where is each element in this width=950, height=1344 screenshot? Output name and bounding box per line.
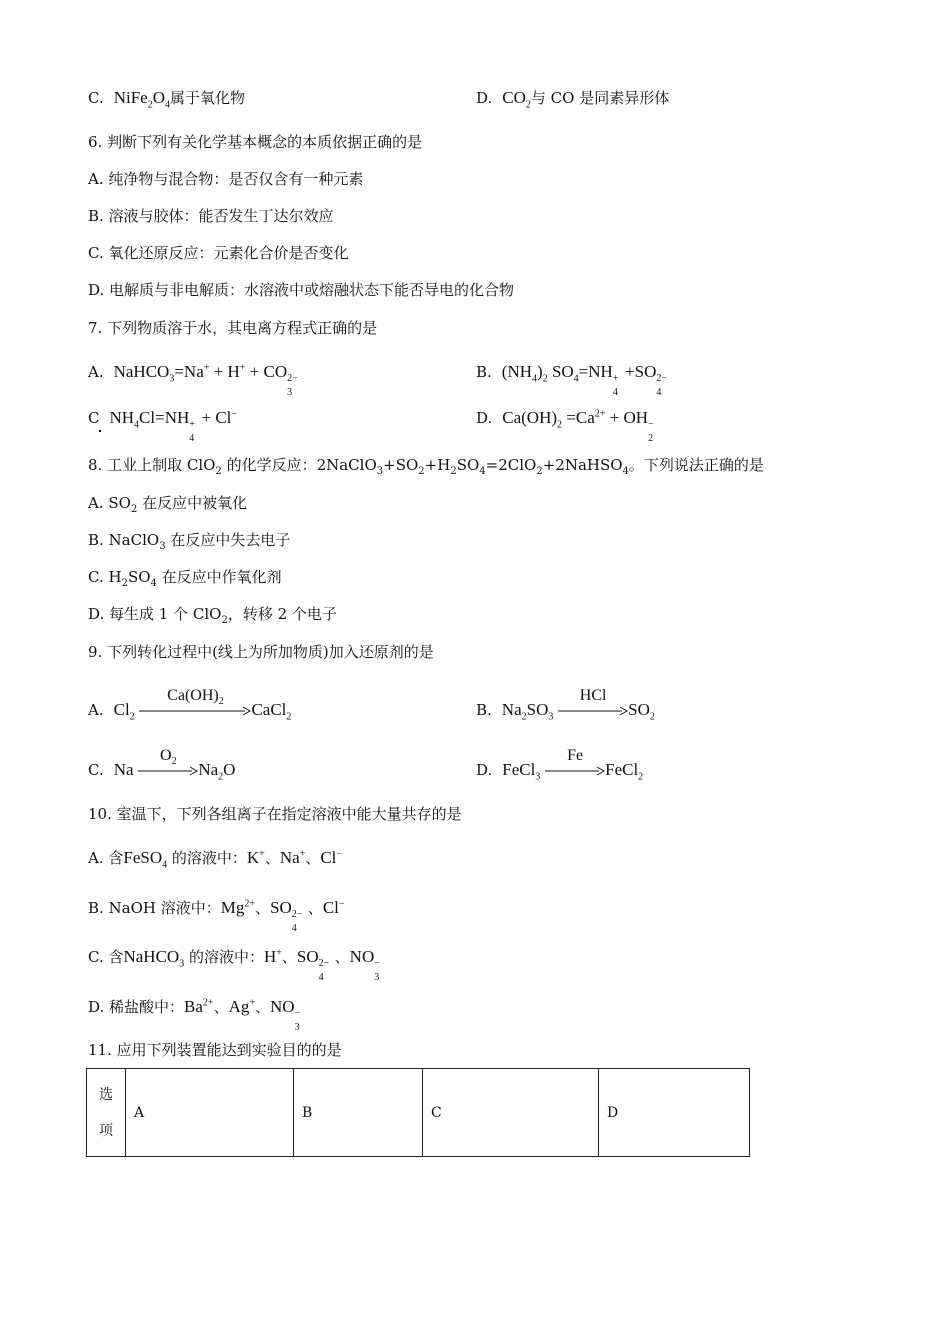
q7-option-d: D. $Ca(OH)_2 =Ca^{2+}$ + OH − 2 <box>476 408 656 428</box>
q7-d-equation: $Ca(OH)_2 =Ca^{2+}$ + OH − 2 <box>502 408 654 444</box>
q7-b-equation: $(NH_4)_2$ $SO_4=NH$ + 4 +SO 2− 4 <box>501 362 668 398</box>
q5-option-c: C. $NiFe_2O_4$属于氧化物 <box>88 88 246 111</box>
table-cell-b: B <box>294 1069 423 1157</box>
q8-option-d: D. 每生成 1 个 ClO$_2$，转移 2 个电子 <box>88 605 337 626</box>
q8-option-b: B. NaClO$_3$ 在反应中失去电子 <box>88 531 291 552</box>
q9-d-arrow: Fe <box>545 766 605 776</box>
table-header-cell: 选 项 <box>87 1069 126 1157</box>
q9-a-arrow: $Ca(OH)_2$ <box>139 706 251 716</box>
q7-option-a: A. NaHCO$_3$=Na+ + H+ + CO 2− 3 <box>88 362 303 382</box>
q10-option-c: C. 含NaHCO$_3$ 的溶液中：H+、SO 2− 4 、NO − 3 <box>88 947 380 983</box>
q11-options-table <box>86 1068 750 1157</box>
q10-option-b: B. NaOH 溶液中：$Mg^{2+}$、SO 2− 4 、Cl− <box>88 898 345 934</box>
table-row <box>87 1069 750 1157</box>
q9-option-c: C. Na $O_2$ $Na_2O$ <box>88 747 236 783</box>
q9-stem: 9. 下列转化过程中(线上为所加物质)加入还原剂的是 <box>88 643 434 661</box>
q7-c-dot <box>99 430 101 432</box>
q10-option-d: D. 稀盐酸中：$Ba^{2+}$、Ag+、NO − 3 <box>88 997 301 1033</box>
q9-option-d: D. FeCl$_3$ Fe FeCl$_2$ <box>476 747 644 783</box>
q6-option-d: D. 电解质与非电解质：水溶液中或熔融状态下能否导电的化合物 <box>88 281 515 299</box>
q8-stem: 8. 工业上制取 ClO$_2$ 的化学反应：$2NaClO_3+SO_2+H_2SO_4=2ClO_2+2NaHSO_4$。下列说法正确的是 <box>88 456 764 477</box>
q9-b-arrow: HCl <box>558 706 628 716</box>
table-cell-d: D <box>599 1069 750 1157</box>
q7-option-c: C $NH_4Cl=NH$ + 4 + Cl− <box>88 408 238 444</box>
q10-option-a: A. 含FeSO$_4$ 的溶液中：K+、Na+、Cl− <box>88 848 343 871</box>
q11-stem: 11. 应用下列装置能达到实验目的的是 <box>88 1041 342 1059</box>
q5-option-d: D. $CO_2$与 CO 是同素异形体 <box>476 88 670 111</box>
q5-c-formula: $NiFe_2O_4$ <box>113 88 170 111</box>
q6-option-a: A. 纯净物与混合物：是否仅含有一种元素 <box>88 170 364 188</box>
q7-option-b: B. $(NH_4)_2$ $SO_4=NH$ + 4 +SO 2− 4 <box>476 362 672 382</box>
q9-option-a: A. $Cl_2$ $Ca(OH)_2$ CaCl$_2$ <box>88 687 292 723</box>
q9-c-arrow: $O_2$ <box>138 766 198 776</box>
q6-option-c: C. 氧化还原反应：元素化合价是否变化 <box>88 244 349 262</box>
q8-option-c: C. $H_2SO_4$ 在反应中作氧化剂 <box>88 568 282 589</box>
q7-a-equation: NaHCO$_3$=Na+ + H+ + CO 2− 3 <box>113 362 298 398</box>
table-cell-c: C <box>423 1069 599 1157</box>
q6-stem: 6. 判断下列有关化学基本概念的本质依据正确的是 <box>88 133 423 151</box>
q10-stem: 10. 室温下，下列各组离子在指定溶液中能大量共存的是 <box>88 805 462 823</box>
q5-d-formula: $CO_2$ <box>502 88 531 111</box>
q9-option-b: B. $Na_2SO_3$ HCl $SO_2$ <box>476 687 655 723</box>
q6-option-b: B. 溶液与胶体：能否发生丁达尔效应 <box>88 207 334 225</box>
q7-c-equation: $NH_4Cl=NH$ + 4 + Cl− <box>109 408 238 444</box>
q8-option-a: A. $SO_2$ 在反应中被氧化 <box>88 494 248 515</box>
q7-stem: 7. 下列物质溶于水，其电离方程式正确的是 <box>88 319 378 337</box>
table-cell-a: A <box>126 1069 294 1157</box>
